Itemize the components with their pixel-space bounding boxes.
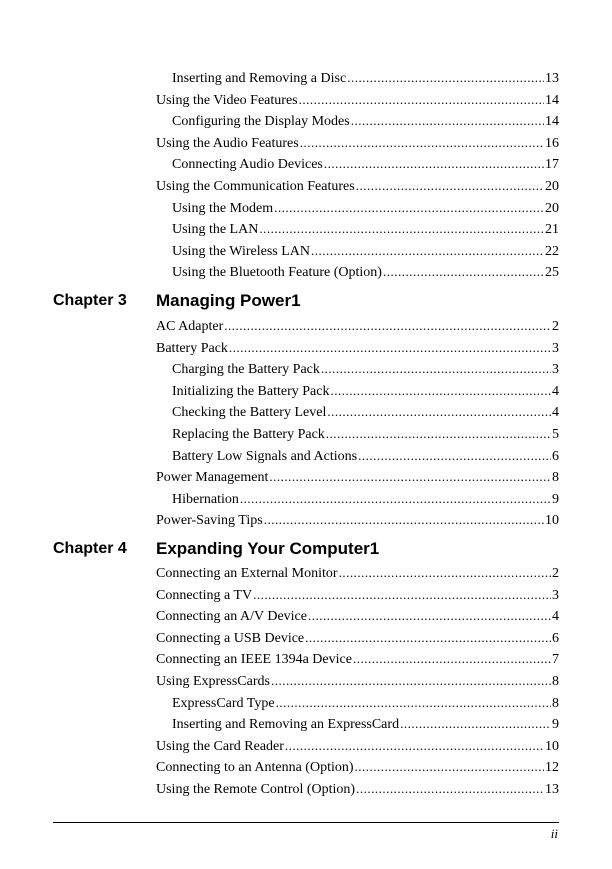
chapter-3-title: Managing Power: [156, 291, 292, 310]
toc-entry[interactable]: [156, 630, 559, 647]
entry-title: Battery Pack: [156, 340, 228, 356]
entry-title: Connecting to an Antenna (Option): [156, 760, 354, 776]
dot-leader: [269, 469, 551, 485]
dot-leader: [276, 695, 551, 711]
dot-leader: [264, 512, 544, 528]
dot-leader: [300, 135, 544, 151]
entry-page-number: 9: [552, 717, 559, 733]
toc-entry[interactable]: [156, 92, 559, 109]
entry-page-number: 22: [545, 243, 559, 259]
entry-title: AC Adapter: [156, 319, 224, 334]
toc-subentry[interactable]: [172, 70, 559, 87]
entry-title: Using ExpressCards: [156, 674, 270, 689]
dot-leader: [285, 738, 544, 754]
entry-page-number: 9: [552, 491, 559, 507]
entry-title: Configuring the Display Modes: [172, 114, 350, 130]
entry-title: Using the Video Features: [156, 92, 298, 108]
entry-page-number: 7: [552, 652, 559, 668]
chapter-3-page: 1: [291, 291, 301, 310]
toc-entry[interactable]: [156, 738, 559, 755]
toc-subentry[interactable]: [172, 156, 559, 173]
toc-subentry[interactable]: [172, 491, 559, 508]
toc-entry[interactable]: [156, 781, 559, 798]
entry-title: Using the Remote Control (Option): [156, 782, 356, 797]
toc-entry[interactable]: [156, 759, 559, 776]
entry-title: Inserting and Removing an ExpressCard: [172, 717, 400, 733]
dot-leader: [353, 651, 551, 667]
toc-subentry[interactable]: [172, 200, 559, 217]
toc-subentry[interactable]: [172, 221, 559, 238]
dot-leader: [308, 608, 551, 624]
entry-page-number: 14: [545, 114, 559, 130]
entry-page-number: 8: [552, 674, 559, 689]
entry-page-number: 13: [545, 71, 559, 86]
dot-leader: [305, 630, 551, 646]
entry-page-number: 20: [545, 200, 559, 216]
entry-title: Using the LAN: [172, 222, 259, 238]
entry-title: Using the Card Reader: [156, 738, 284, 754]
toc-subentry[interactable]: [172, 113, 559, 130]
entry-title: Connecting an External Monitor: [156, 566, 338, 581]
chapter-4-page: 1: [369, 539, 380, 558]
entry-page-number: 3: [552, 362, 559, 378]
entry-page-number: 13: [545, 782, 559, 797]
entry-title: Connecting a TV: [156, 587, 253, 603]
toc-entry[interactable]: [156, 178, 559, 195]
entry-page-number: 14: [545, 92, 559, 108]
entry-page-number: 6: [552, 448, 559, 464]
dot-leader: [355, 759, 544, 775]
entry-title: Checking the Battery Level: [172, 405, 327, 421]
entry-title: Using the Wireless LAN: [172, 243, 310, 259]
toc-entry[interactable]: [156, 651, 559, 668]
entry-page-number: 2: [552, 319, 559, 334]
entry-page-number: 8: [552, 470, 559, 486]
dot-leader: [358, 448, 551, 464]
entry-title: Using the Modem: [172, 200, 274, 216]
entry-title: Initializing the Battery Pack: [172, 383, 330, 399]
toc-entry[interactable]: [156, 318, 559, 335]
entry-page-number: 10: [545, 738, 559, 754]
toc-subentry[interactable]: [172, 404, 559, 421]
entry-page-number: 3: [552, 587, 559, 603]
toc-entry[interactable]: [156, 608, 559, 625]
entry-page-number: 3: [552, 340, 559, 356]
entry-page-number: 5: [552, 427, 559, 442]
toc-subentry[interactable]: [172, 383, 559, 400]
toc-entry[interactable]: [156, 587, 559, 604]
dot-leader: [271, 673, 551, 689]
chapter-3-label: Chapter 3: [53, 292, 127, 309]
entry-title: Inserting and Removing a Disc: [172, 71, 347, 86]
chapter-4-heading[interactable]: [156, 539, 559, 559]
toc-subentry[interactable]: [172, 426, 559, 443]
toc-entry[interactable]: [156, 135, 559, 152]
toc-subentry[interactable]: [172, 448, 559, 465]
toc-subentry[interactable]: [172, 264, 559, 281]
dot-leader: [327, 404, 551, 420]
entry-title: Using the Communication Features: [156, 179, 355, 194]
entry-title: Power Management: [156, 470, 269, 486]
entry-page-number: 12: [545, 760, 559, 776]
dot-leader: [229, 340, 551, 356]
entry-page-number: 25: [545, 265, 559, 281]
entry-title: Replacing the Battery Pack: [172, 427, 325, 442]
entry-page-number: 4: [552, 405, 559, 421]
entry-page-number: 21: [545, 222, 559, 238]
dot-leader: [400, 716, 551, 732]
chapter-4-label: Chapter 4: [53, 540, 127, 557]
entry-title: Connecting Audio Devices: [172, 157, 323, 173]
dot-leader: [351, 113, 544, 129]
entry-page-number: 20: [545, 179, 559, 194]
entry-page-number: 8: [552, 695, 559, 711]
dot-leader: [253, 587, 551, 603]
entry-title: Charging the Battery Pack: [172, 362, 320, 378]
dot-leader: [224, 318, 551, 334]
entry-page-number: 6: [552, 630, 559, 646]
toc-entry[interactable]: [156, 673, 559, 690]
entry-title: Power-Saving Tips: [156, 513, 263, 529]
footer-rule: [53, 822, 559, 823]
toc-entry[interactable]: [156, 565, 559, 582]
entry-title: Battery Low Signals and Actions: [172, 448, 358, 464]
entry-page-number: 4: [552, 383, 559, 399]
toc-subentry[interactable]: [172, 716, 559, 733]
dot-leader: [240, 491, 551, 507]
entry-title: Connecting an A/V Device: [156, 609, 307, 625]
dot-leader: [339, 565, 551, 581]
entry-title: Connecting a USB Device: [156, 630, 305, 646]
toc-entry[interactable]: [156, 469, 559, 486]
dot-leader: [383, 264, 544, 280]
entry-page-number: 2: [552, 566, 559, 581]
entry-page-number: 10: [545, 513, 559, 529]
entry-page-number: 17: [545, 157, 559, 173]
entry-title: Using the Audio Features: [156, 135, 299, 151]
dot-leader: [356, 781, 544, 797]
dot-leader: [330, 383, 551, 399]
entry-title: Using the Bluetooth Feature (Option): [172, 265, 382, 281]
dot-leader: [311, 243, 544, 259]
dot-leader: [324, 156, 544, 172]
entry-title: ExpressCard Type: [172, 695, 275, 711]
dot-leader: [299, 92, 544, 108]
entry-title: Connecting an IEEE 1394a Device: [156, 652, 352, 668]
toc-entry[interactable]: [156, 340, 559, 357]
entry-page-number: 4: [552, 609, 559, 625]
dot-leader: [274, 200, 544, 216]
dot-leader: [326, 426, 551, 442]
chapter-3-heading[interactable]: [156, 291, 559, 311]
dot-leader: [347, 70, 544, 86]
toc-subentry[interactable]: [172, 695, 559, 712]
entry-title: Hibernation: [172, 491, 239, 507]
page-number: ii: [550, 826, 558, 841]
toc-subentry[interactable]: [172, 243, 559, 260]
toc-subentry[interactable]: [172, 361, 559, 378]
entry-page-number: 16: [545, 135, 559, 151]
dot-leader: [321, 361, 551, 377]
dot-leader: [259, 221, 544, 237]
toc-entry[interactable]: [156, 512, 559, 529]
chapter-4-title: Expanding Your Computer: [156, 539, 370, 558]
dot-leader: [356, 178, 544, 194]
